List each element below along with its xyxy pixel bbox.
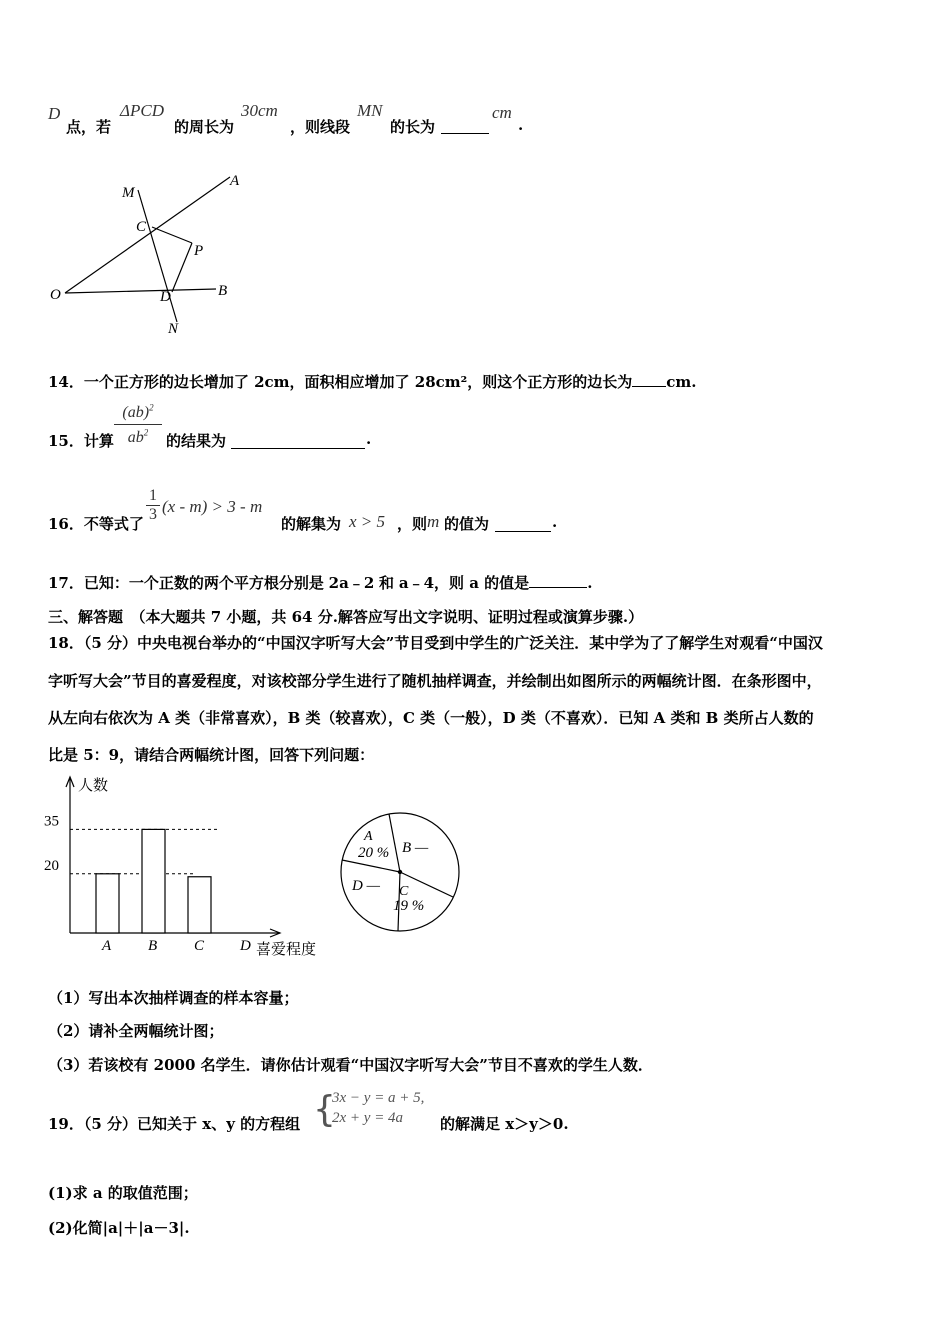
q13-unit: cm — [492, 103, 512, 122]
pie-divider-1 — [389, 814, 400, 872]
pie-divider-2 — [342, 860, 400, 872]
q15-answer-blank[interactable] — [231, 447, 365, 449]
q15-prefix: 15．计算 — [48, 432, 114, 450]
q13-answer-blank[interactable] — [441, 132, 489, 134]
q19-equation-1: 3x − y = a + 5, — [332, 1090, 425, 1106]
q19-equation-2: 2x + y = 4a — [332, 1110, 404, 1126]
label-b: B — [218, 283, 228, 299]
q16-mid2: ，则 — [397, 515, 428, 533]
x-axis-label: 喜爱程度 — [256, 942, 317, 958]
q16-frac-den: 3 — [149, 506, 157, 523]
q14-answer-blank[interactable] — [632, 385, 666, 387]
q15-end: . — [366, 430, 372, 448]
pie-center — [398, 870, 402, 874]
pie-label-a-percent: 20 % — [358, 845, 390, 861]
q17-and: 和 — [379, 574, 395, 592]
label-m: M — [122, 185, 135, 201]
y-tick-label: 20 — [44, 857, 59, 874]
q14-tail: cm. — [666, 373, 697, 391]
ray-oa — [65, 177, 230, 293]
q18-line-3: 从左向右依次为 A 类（非常喜欢），B 类（较喜欢），C 类（一般），D 类（不喜欢）．已知 A 类和 B 类所占人数的 — [48, 709, 814, 727]
question-16 — [48, 485, 608, 535]
q13-triangle: ΔPCD — [120, 101, 164, 120]
q16-prefix: 16．不等式了 — [48, 515, 144, 533]
y-axis-label: 人数 — [78, 778, 109, 794]
q18-line-1: 18．（5 分）中央电视台举办的“中国汉字听写大会”节目受到中学生的广泛关注．某中学为了了解学生对观看“中国汉 — [48, 634, 823, 652]
question-14 — [48, 371, 696, 392]
q18-line-2: 字听写大会”节目的喜爱程度，对该校部分学生进行了随机抽样调查，并绘制出如图所示的两幅统计图．在条形图中， — [48, 672, 822, 690]
q17-expr1: 2a﹣2 — [328, 574, 375, 592]
q15-denominator: $ab^2$ — [127, 427, 149, 446]
q13-text-3: ，则线段 — [290, 118, 351, 136]
q19-prefix: 19．（5 分）已知关于 x、y 的方程组 — [48, 1115, 301, 1133]
seg-pd — [172, 243, 192, 292]
q16-mid: 的解集为 — [281, 515, 342, 533]
q19-part-1: (1)求 a 的取值范围； — [48, 1184, 198, 1202]
q18-line-4: 比是 5：9，请结合两幅统计图，回答下列问题： — [48, 746, 375, 764]
label-p: P — [194, 243, 204, 259]
q18-sub-1: （1）写出本次抽样调查的样本容量； — [48, 989, 299, 1007]
x-tick-label-a: A — [102, 938, 112, 954]
bar-a — [96, 874, 119, 933]
label-n: N — [168, 321, 179, 337]
pie-label-c: C — [399, 884, 409, 899]
x-tick-label-d: D — [240, 938, 251, 954]
question-17 — [48, 572, 592, 593]
seg-cp — [152, 227, 192, 243]
q16-fraction — [146, 487, 160, 524]
question-15 — [48, 403, 448, 463]
q13-end: . — [518, 116, 524, 134]
q13-geometry-figure — [40, 165, 260, 345]
label-o: O — [50, 287, 61, 303]
q13-point-d: D — [48, 104, 61, 123]
q13-perimeter: 30cm — [241, 101, 278, 120]
line-mn — [138, 190, 177, 322]
q14-text: 14．一个正方形的边长增加了 2cm，面积相应增加了 28cm²，则这个正方形的边长为 — [48, 373, 633, 391]
q17-prefix: 17．已知：一个正数的两个平方根分别是 — [48, 574, 324, 592]
bar-chart — [40, 765, 330, 965]
q16-frac-num: 1 — [149, 487, 157, 504]
q15-suffix: 的结果为 — [166, 432, 227, 450]
q17-end: . — [587, 574, 593, 592]
q13-segment: MN — [357, 101, 383, 120]
label-c: C — [136, 219, 147, 235]
q13-text-4: 的长为 — [390, 118, 436, 136]
pie-label-d: D — — [352, 878, 380, 894]
q15-fraction — [114, 403, 162, 447]
x-tick-label-b: B — [148, 938, 158, 954]
section-3-title: 三、解答题 （本大题共 7 小题，共 64 分.解答应写出文字说明、证明过程或演算步骤.） — [48, 608, 644, 626]
q16-suffix: 的值为 — [444, 515, 490, 533]
q16-var-m: m — [427, 512, 440, 531]
q16-expression: (x - m) > 3 - m — [162, 497, 263, 516]
ray-ob — [65, 289, 216, 293]
label-d: D — [160, 289, 171, 305]
q13-text-1: 点，若 — [66, 118, 112, 136]
q16-answer-blank[interactable] — [495, 530, 551, 532]
q15-fraction-bar — [114, 424, 162, 425]
question-19 — [48, 1088, 668, 1138]
bar-c — [188, 877, 211, 933]
q13-line — [48, 100, 608, 140]
q18-sub-3: （3）若该校有 2000 名学生．请你估计观看“中国汉字听写大会”节目不喜欢的学生人数． — [48, 1056, 653, 1074]
bar-b — [142, 829, 165, 933]
x-tick-label-c: C — [194, 938, 205, 954]
q15-numerator: (ab)$^2$ — [122, 403, 154, 422]
q19-suffix: 的解满足 x＞y＞0. — [440, 1115, 569, 1133]
q17-suffix: ，则 a 的值是 — [434, 574, 530, 592]
label-a: A — [230, 173, 240, 189]
pie-chart — [336, 810, 466, 940]
q17-answer-blank[interactable] — [529, 586, 587, 588]
q16-end: . — [552, 513, 558, 531]
q19-part-2: (2)化简|a|＋|a－3|. — [48, 1219, 190, 1237]
pie-label-b: B — — [402, 840, 429, 856]
q16-condition: x > 5 — [349, 512, 386, 531]
q13-text-2: 的周长为 — [174, 118, 235, 136]
q18-sub-2: （2）请补全两幅统计图； — [48, 1022, 224, 1040]
pie-label-a: A — [364, 829, 373, 844]
q17-expr2: a﹣4 — [398, 574, 435, 592]
pie-label-c-percent: 19 % — [393, 898, 425, 914]
y-tick-label: 35 — [44, 813, 59, 830]
q19-brace: { — [313, 1089, 336, 1130]
